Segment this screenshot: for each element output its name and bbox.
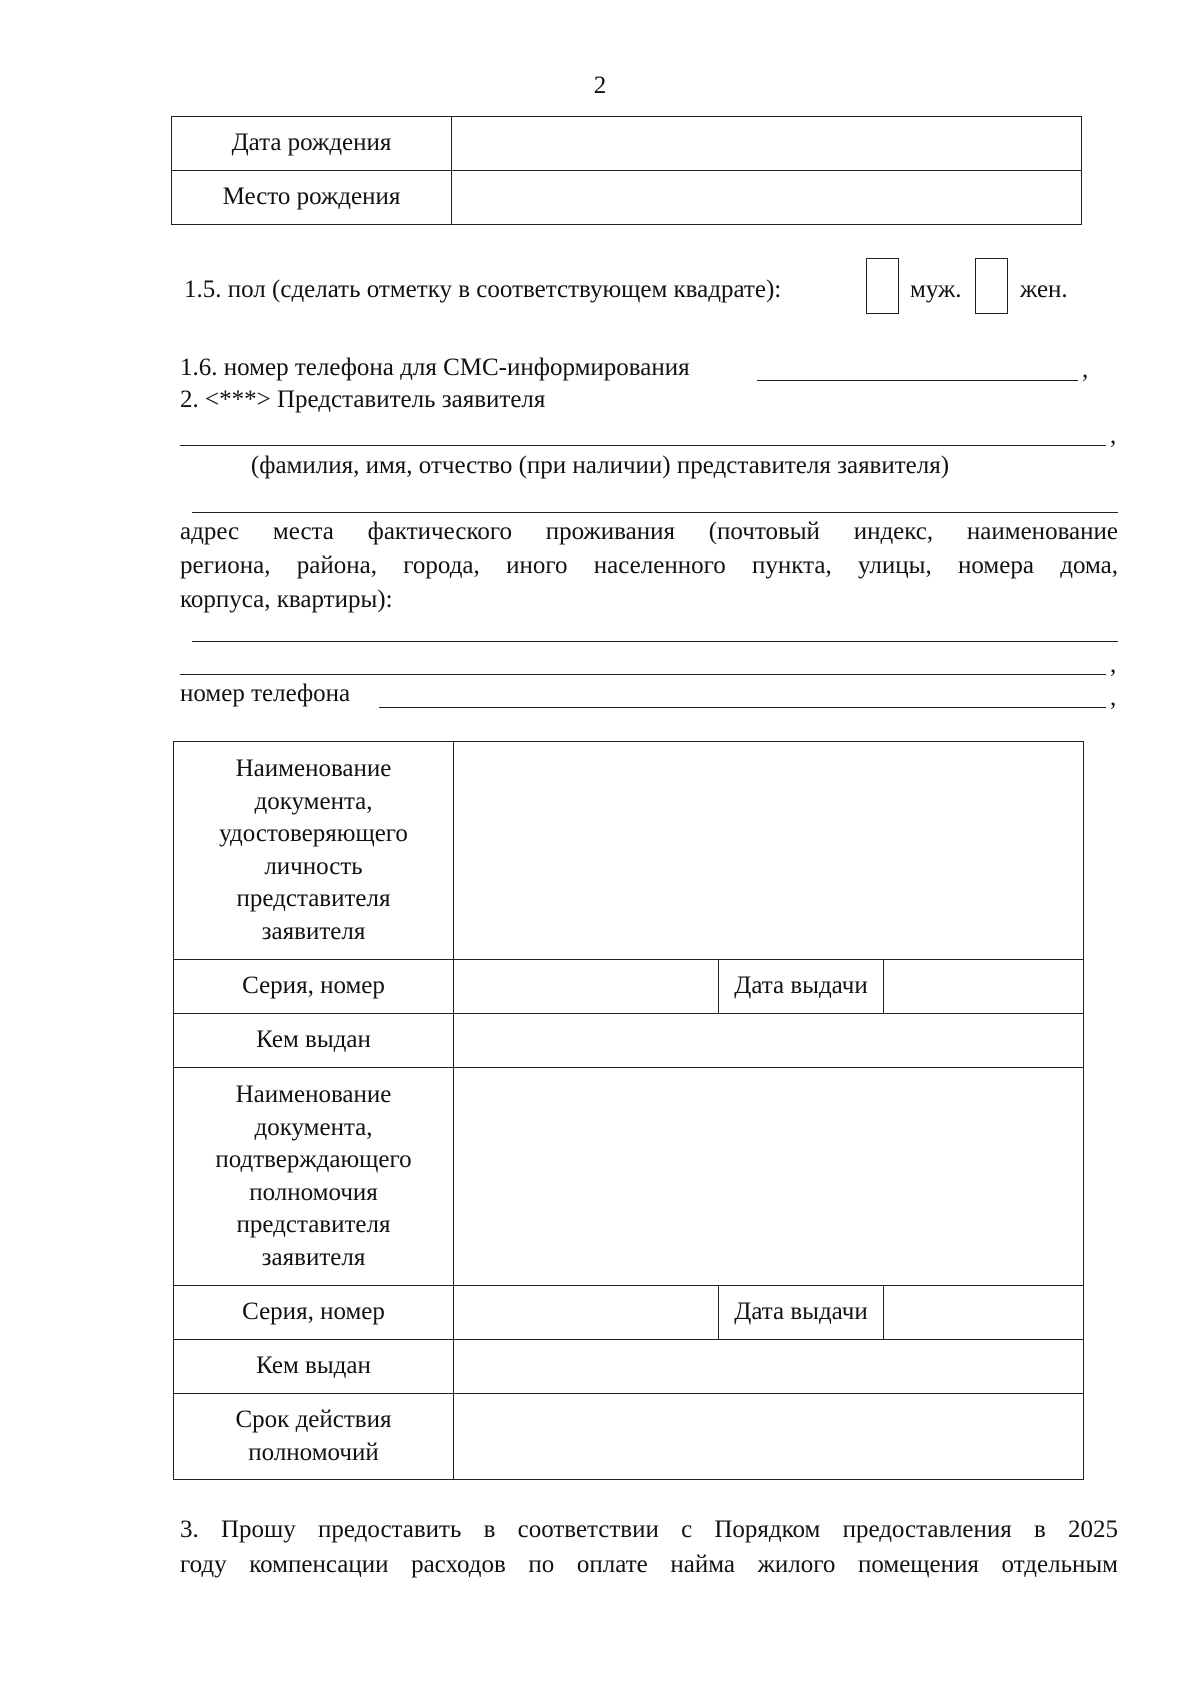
identity-doc-label: Наименование документа, удостоверяющего личность представителя заявителя (174, 742, 454, 960)
validity-field[interactable] (454, 1394, 1084, 1480)
sex-line-text: 1.5. пол (сделать отметку в соответствующем квадрате): (184, 276, 782, 303)
address-underline-top[interactable] (192, 512, 1118, 513)
authority-doc-label: Наименование документа, подтверждающего полномочия представителя заявителя (174, 1068, 454, 1286)
issue-date-label: Дата выдачи (719, 1286, 884, 1340)
issued-by-label: Кем выдан (174, 1340, 454, 1394)
section3-line2: году компенсации расходов по оплате найма жилого помещения отдельным (180, 1551, 1118, 1578)
authority-issued-by-field[interactable] (454, 1340, 1084, 1394)
representative-docs-table (173, 741, 1084, 1480)
female-checkbox[interactable] (975, 258, 1008, 314)
birth-place-field[interactable] (452, 171, 1082, 225)
representative-caption: (фамилия, имя, отчество (при наличии) представителя заявителя) (250, 452, 950, 479)
identity-issued-by-field[interactable] (454, 1014, 1084, 1068)
phone-sms-underline[interactable] (757, 380, 1078, 381)
birth-date-field[interactable] (452, 117, 1082, 171)
comma: , (1082, 356, 1089, 383)
comma: , (1110, 651, 1117, 678)
birth-date-label: Дата рождения (172, 117, 452, 171)
birth-table (171, 116, 1082, 225)
issue-date-label: Дата выдачи (719, 960, 884, 1014)
birth-place-label: Место рождения (172, 171, 452, 225)
representative-heading: 2. <***> Представитель заявителя (180, 386, 546, 413)
comma: , (1110, 422, 1117, 449)
authority-series-number-field[interactable] (454, 1286, 719, 1340)
identity-doc-field[interactable] (454, 742, 1084, 960)
male-label: муж. (910, 276, 962, 303)
phone-underline[interactable] (379, 707, 1106, 708)
authority-issue-date-field[interactable] (884, 1286, 1084, 1340)
section3-line1: 3. Прошу предоставить в соответствии с Порядком предоставления в 2025 (180, 1516, 1118, 1543)
issued-by-label: Кем выдан (174, 1014, 454, 1068)
identity-series-number-field[interactable] (454, 960, 719, 1014)
address-text-line1: адрес места фактического проживания (почтовый индекс, наименование (180, 518, 1118, 545)
address-underline-1[interactable] (192, 641, 1118, 642)
comma: , (1110, 684, 1117, 711)
series-number-label: Серия, номер (174, 1286, 454, 1340)
validity-label: Срок действия полномочий (174, 1394, 454, 1480)
address-text-line2: региона, района, города, иного населенного пункта, улицы, номера дома, (180, 552, 1118, 579)
series-number-label: Серия, номер (174, 960, 454, 1014)
address-text-line3: корпуса, квартиры): (180, 586, 393, 613)
address-underline-2[interactable] (180, 674, 1106, 675)
representative-name-underline[interactable] (180, 445, 1106, 446)
phone-label: номер телефона (180, 680, 351, 707)
identity-issue-date-field[interactable] (884, 960, 1084, 1014)
male-checkbox[interactable] (866, 258, 899, 314)
female-label: жен. (1020, 276, 1068, 303)
phone-sms-label: 1.6. номер телефона для СМС-информирования (180, 354, 690, 381)
page-number: 2 (593, 72, 607, 99)
authority-doc-field[interactable] (454, 1068, 1084, 1286)
